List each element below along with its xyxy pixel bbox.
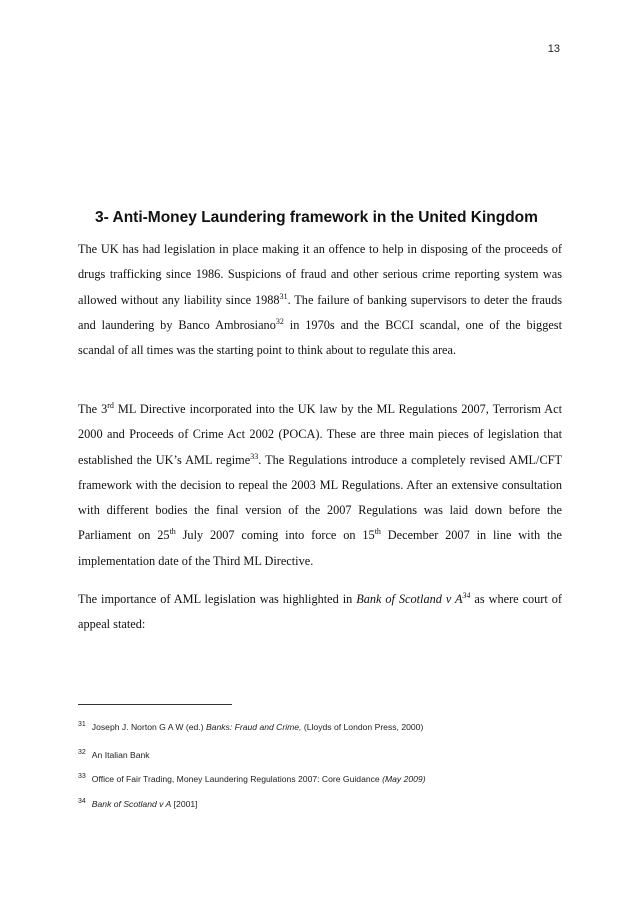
paragraph-text: The 3 — [78, 402, 108, 416]
footnote-number: 31 — [78, 721, 86, 729]
footnote-title: Banks: Fraud and Crime, — [205, 722, 302, 732]
paragraph-text: July 2007 coming into force on 15 — [175, 528, 375, 543]
ordinal-suffix: th — [169, 527, 176, 537]
footnote-text: [2001] — [171, 799, 198, 809]
footnote-ref-31: 31 — [279, 291, 288, 301]
footnote-text: An Italian Bank — [91, 750, 150, 760]
footnote-ref-33: 33 — [250, 451, 259, 461]
paragraph-text: The UK has had legislation in place making it an offence to help in disposing of the proceeds of drugs trafficking since 1986. Suspicions of fraud and other serious crime reporting system was allowed without any liability since 1988 — [78, 242, 562, 307]
footnote-33 — [78, 774, 562, 784]
paragraph-text: The importance of AML legislation was highlighted in — [78, 592, 357, 606]
ordinal-suffix: rd — [107, 400, 114, 410]
footnote-title: Bank of Scotland v A — [91, 799, 172, 809]
footnote-ref-34: 34 — [462, 590, 471, 600]
paragraph-text: as where court of appeal stated: — [78, 592, 562, 632]
paragraph-text: ML Directive incorporated into the UK law by the ML Regulations 2007, Terrorism Act 2000 and Proceeds of Crime Act 2002 (POCA). These are three main pieces of legislation that established the UK’s AML regime — [78, 402, 562, 467]
ordinal-suffix: th — [374, 527, 381, 537]
footnote-text: Office of Fair Trading, Money Laundering Regulations 2007: Core Guidance — [91, 774, 383, 784]
footnote-text: (Lloyds of London Press, 2000) — [301, 722, 424, 732]
paragraph-text: . The Regulations introduce a completely revised AML/CFT framework with the decision to repeal the 2003 ML Regulations. After an extensive consultation with different bodies the final version of the 2007 Regulations was laid down before the Parliament on 25 — [78, 452, 562, 543]
case-name: Bank of Scotland v A — [356, 592, 463, 606]
page-number: 13 — [547, 43, 560, 55]
paragraph-text: in 1970s and the BCCI scandal, one of the biggest scandal of all times was the starting point to think about to regulate this area. — [78, 317, 562, 358]
footnote-31 — [78, 722, 562, 732]
paragraph-text: . The failure of banking supervisors to deter the frauds and laundering by Banco Ambrosiano — [78, 292, 562, 332]
section-heading: 3- Anti-Money Laundering framework in the United Kingdom — [95, 209, 538, 226]
footnote-number: 32 — [78, 749, 86, 757]
paragraph-text: December 2007 in line with the implementation date of the Third ML Directive. — [78, 528, 563, 568]
footnote-number: 34 — [78, 798, 86, 806]
paragraph-2 — [78, 397, 562, 574]
footnote-ref-32: 32 — [275, 316, 284, 326]
footnote-32 — [78, 750, 562, 760]
footnote-34 — [78, 799, 562, 809]
footnote-text: Joseph J. Norton G A W (ed.) — [91, 722, 206, 732]
footnote-number: 33 — [78, 773, 86, 781]
footnote-date: (May 2009) — [382, 774, 426, 784]
paragraph-3 — [78, 587, 562, 638]
paragraph-1 — [78, 237, 562, 363]
footnote-separator — [78, 704, 232, 705]
